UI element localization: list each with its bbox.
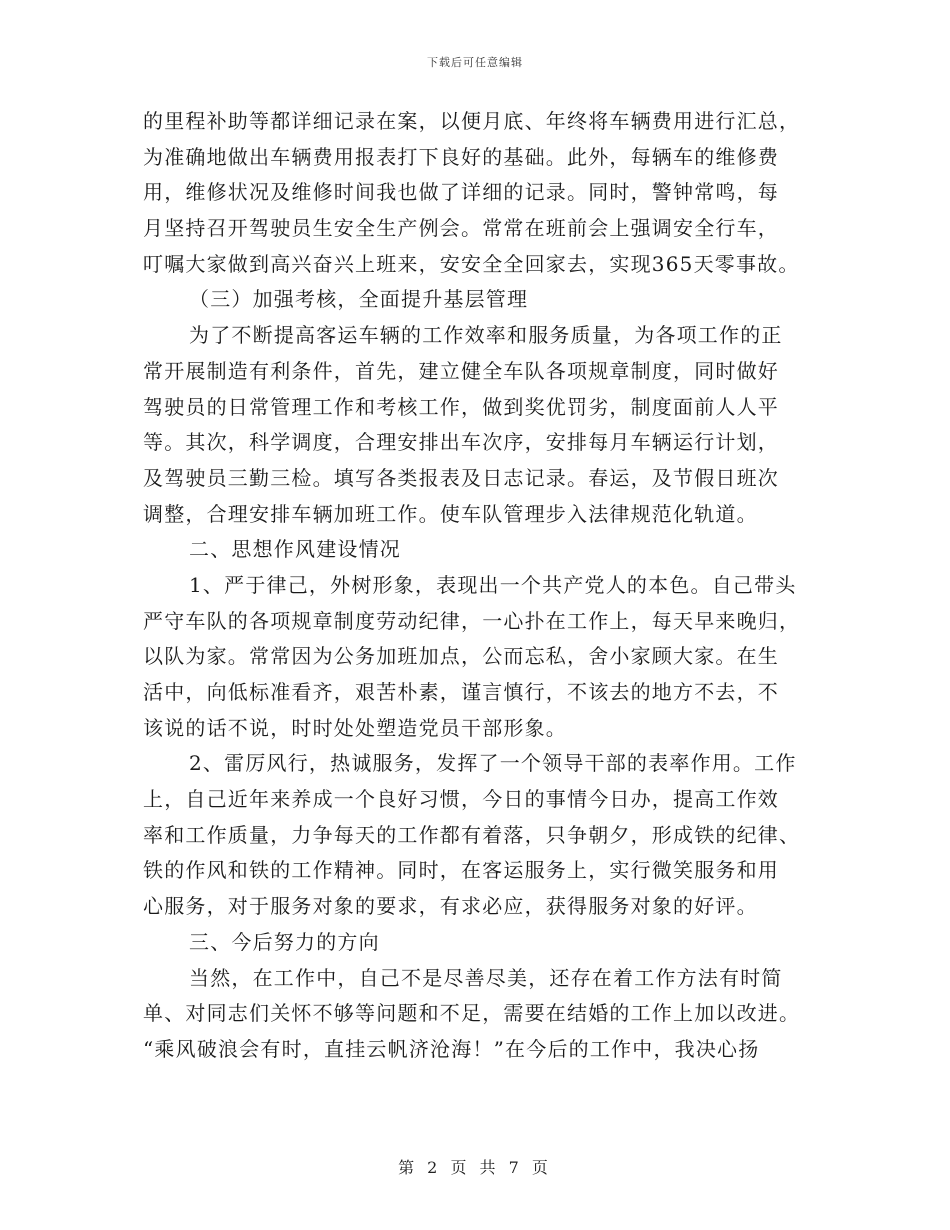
text-line: 为准确地做出车辆费用报表打下良好的基础。此外，每辆车的维修费: [143, 144, 779, 169]
document-body: [143, 104, 808, 1068]
text-line: 三、今后努力的方向: [189, 929, 380, 954]
text-line: 心服务，对于服务对象的要求，有求必应，获得服务对象的好评。: [143, 894, 758, 919]
page-number-footer: 第 2 页 共 7 页: [398, 1158, 552, 1177]
text-line: 当然，在工作中，自己不是尽善尽美，还存在着工作方法有时简: [189, 965, 783, 990]
text-line: 该说的话不说，时时处处塑造党员干部形象。: [143, 715, 567, 740]
text-line: 为了不断提高客运车辆的工作效率和服务质量，为各项工作的正: [189, 323, 783, 348]
text-line: 常开展制造有利条件，首先，建立健全车队各项规章制度，同时做好: [143, 358, 779, 383]
text-line: 等。其次，科学调度，合理安排出车次序，安排每月车辆运行计划，: [143, 430, 779, 455]
text-line: 的里程补助等都详细记录在案，以便月底、年终将车辆费用进行汇总，: [143, 109, 801, 133]
text-line: 以队为家。常常因为公务加班加点，公而忘私，舍小家顾大家。在生: [143, 644, 779, 669]
text-line: 铁的作风和铁的工作精神。同时，在客运服务上，实行微笑服务和用: [143, 858, 779, 883]
text-line: 及驾驶员三勤三检。填写各类报表及日志记录。春运，及节假日班次: [143, 465, 779, 490]
text-line: 活中，向低标准看齐，艰苦朴素，谨言慎行，不该去的地方不去，不: [143, 680, 779, 704]
text-line: 率和工作质量，力争每天的工作都有着落，只争朝夕，形成铁的纪律、: [143, 822, 801, 847]
text-line: 上，自己近年来养成一个良好习惯，今日的事情今日办，提高工作效: [143, 787, 779, 812]
text-line: 月坚持召开驾驶员生安全生产例会。常常在班前会上强调安全行车，: [143, 216, 779, 241]
text-line: 二、思想作风建设情况: [189, 537, 401, 562]
text-line: 驾驶员的日常管理工作和考核工作，做到奖优罚劣，制度面前人人平: [143, 394, 779, 419]
text-line: 1、严于律己，外树形象，表现出一个共产党人的本色。自己带头: [189, 572, 797, 597]
text-line: 严守车队的各项规章制度劳动纪律，一心扑在工作上，每天早来晚归，: [143, 608, 801, 633]
text-line: 叮嘱大家做到高兴奋兴上班来，安安全全回家去，实现365天零事故。: [143, 251, 800, 276]
text-line: 用，维修状况及维修时间我也做了详细的记录。同时，警钟常鸣，每: [143, 180, 779, 205]
text-line: （三）加强考核，全面提升基层管理: [189, 287, 529, 312]
text-line: “乘风破浪会有时，直挂云帆济沧海！”在今后的工作中，我决心扬: [143, 1036, 760, 1061]
text-line: 单、对同志们关怀不够等问题和不足，需要在结婚的工作上加以改进。: [143, 1001, 801, 1026]
page-header-note: 下载后可任意编辑: [427, 56, 523, 69]
text-line: 调整，合理安排车辆加班工作。使车队管理步入法律规范化轨道。: [143, 501, 758, 526]
text-line: 2、雷厉风行，热诚服务，发挥了一个领导干部的表率作用。工作: [189, 751, 797, 776]
